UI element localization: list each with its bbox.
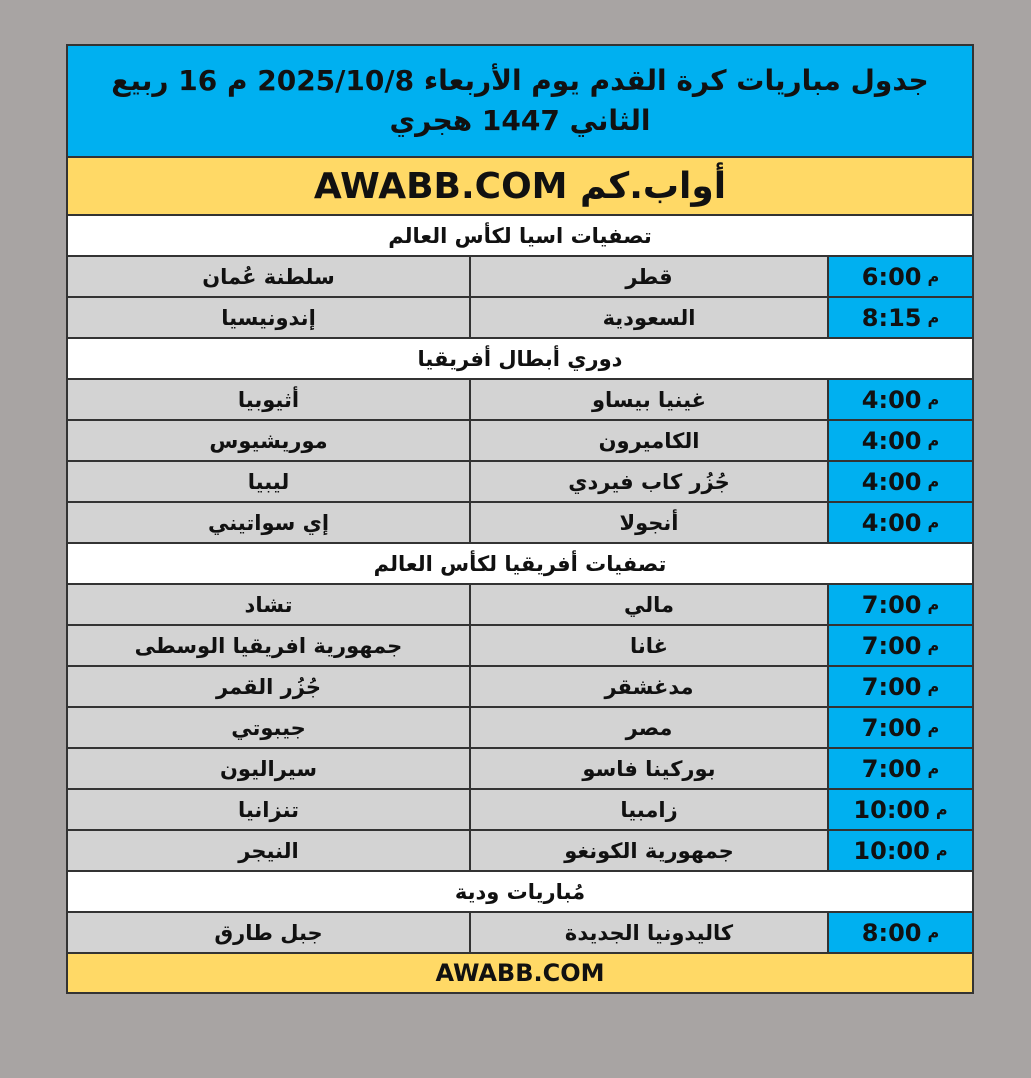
match-row — [68, 626, 972, 667]
match-time-cell — [827, 380, 972, 419]
pm-label: م — [935, 800, 948, 819]
pm-label: م — [927, 759, 940, 778]
match-row — [68, 462, 972, 503]
pm-label: م — [927, 390, 940, 409]
section-header: تصفيات أفريقيا لكأس العالم — [68, 544, 972, 585]
match-time: 4:00 — [861, 385, 922, 414]
match-row — [68, 831, 972, 872]
pm-label: م — [927, 431, 940, 450]
pm-label: م — [927, 677, 940, 696]
match-row — [68, 503, 972, 544]
home-team: مالي — [469, 585, 827, 624]
away-team: ليبيا — [68, 462, 469, 501]
schedule-title: جدول مباريات كرة القدم يوم الأربعاء 2025/10/8 م 16 ربيع الثاني 1447 هجري — [68, 46, 972, 158]
home-team: قطر — [469, 257, 827, 296]
section-header: تصفيات اسيا لكأس العالم — [68, 216, 972, 257]
home-team: غانا — [469, 626, 827, 665]
match-time: 4:00 — [861, 467, 922, 496]
match-time-cell — [827, 421, 972, 460]
match-time: 7:00 — [861, 754, 922, 783]
home-team: غينيا بيساو — [469, 380, 827, 419]
match-time-cell — [827, 831, 972, 870]
match-time-cell — [827, 503, 972, 542]
away-team: إندونيسيا — [68, 298, 469, 337]
pm-label: م — [927, 513, 940, 532]
pm-label: م — [927, 923, 940, 942]
home-team: مدغشقر — [469, 667, 827, 706]
section-header: مُباريات ودية — [68, 872, 972, 913]
match-time-cell — [827, 626, 972, 665]
match-time-cell — [827, 667, 972, 706]
sections-container — [68, 216, 972, 954]
home-team: جُزُر كاب فيردي — [469, 462, 827, 501]
pm-label: م — [927, 472, 940, 491]
match-time: 7:00 — [861, 713, 922, 742]
away-team: سلطنة عُمان — [68, 257, 469, 296]
pm-label: م — [927, 636, 940, 655]
away-team: تشاد — [68, 585, 469, 624]
match-time-cell — [827, 462, 972, 501]
match-time: 6:00 — [861, 262, 922, 291]
away-team: جُزُر القمر — [68, 667, 469, 706]
match-row — [68, 790, 972, 831]
pm-label: م — [927, 718, 940, 737]
match-row — [68, 298, 972, 339]
match-row — [68, 667, 972, 708]
match-time-cell — [827, 749, 972, 788]
match-time-cell — [827, 708, 972, 747]
match-row — [68, 913, 972, 954]
pm-label: م — [927, 308, 940, 327]
match-time-cell — [827, 790, 972, 829]
away-team: جمهورية افريقيا الوسطى — [68, 626, 469, 665]
site-banner: أواب.كم AWABB.COM — [68, 158, 972, 216]
away-team: جيبوتي — [68, 708, 469, 747]
section-header: دوري أبطال أفريقيا — [68, 339, 972, 380]
away-team: إي سواتيني — [68, 503, 469, 542]
match-time: 10:00 — [853, 795, 930, 824]
match-schedule-table — [66, 44, 974, 994]
match-time-cell — [827, 257, 972, 296]
away-team: تنزانيا — [68, 790, 469, 829]
pm-label: م — [927, 267, 940, 286]
match-time-cell — [827, 298, 972, 337]
match-time: 4:00 — [861, 508, 922, 537]
pm-label: م — [935, 841, 948, 860]
away-team: سيراليون — [68, 749, 469, 788]
home-team: مصر — [469, 708, 827, 747]
pm-label: م — [927, 595, 940, 614]
away-team: النيجر — [68, 831, 469, 870]
match-time: 4:00 — [861, 426, 922, 455]
away-team: موريشيوس — [68, 421, 469, 460]
home-team: بوركينا فاسو — [469, 749, 827, 788]
match-row — [68, 421, 972, 462]
home-team: السعودية — [469, 298, 827, 337]
match-time: 8:00 — [861, 918, 922, 947]
home-team: أنجولا — [469, 503, 827, 542]
match-time: 7:00 — [861, 590, 922, 619]
match-time-cell — [827, 913, 972, 952]
match-time: 8:15 — [861, 303, 922, 332]
match-time: 10:00 — [853, 836, 930, 865]
home-team: الكاميرون — [469, 421, 827, 460]
match-row — [68, 380, 972, 421]
away-team: أثيوبيا — [68, 380, 469, 419]
match-row — [68, 257, 972, 298]
home-team: جمهورية الكونغو — [469, 831, 827, 870]
footer-site-name: AWABB.COM — [68, 954, 972, 992]
match-row — [68, 708, 972, 749]
match-time-cell — [827, 585, 972, 624]
home-team: كاليدونيا الجديدة — [469, 913, 827, 952]
match-time: 7:00 — [861, 631, 922, 660]
match-time: 7:00 — [861, 672, 922, 701]
home-team: زامبيا — [469, 790, 827, 829]
match-row — [68, 585, 972, 626]
away-team: جبل طارق — [68, 913, 469, 952]
match-row — [68, 749, 972, 790]
